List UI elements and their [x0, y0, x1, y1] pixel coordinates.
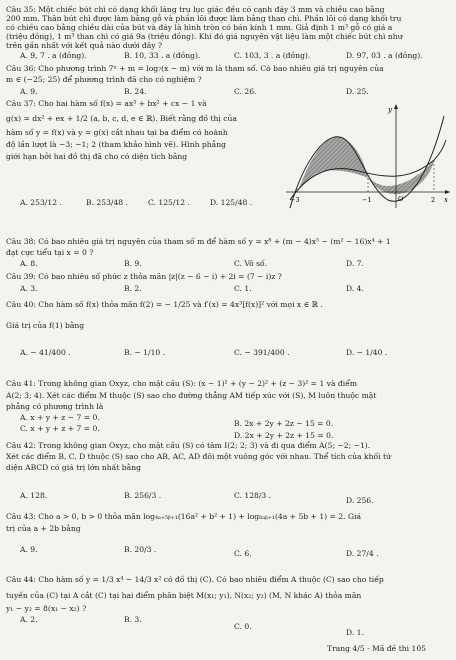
q38-option-c: C. Vô số. — [234, 259, 268, 268]
q42-option-a: A. 128. — [20, 491, 48, 500]
q35-line-3: có chiều cao bằng chiều dài của bút và đáy là hình tròn có bán kính 1 mm. Giả định 1 m³ gỗ có giá a — [6, 23, 393, 32]
q37-option-a: A. 253/12 . — [20, 198, 62, 207]
q36-line-2: m ∈ (−25; 25) để phương trình đã cho có nghiệm ? — [6, 75, 202, 84]
q44-line-1: Câu 44: Cho hàm số y = 1/3 x⁴ − 14/3 x² có đồ thị (C). Có bao nhiêu điểm A thuộc (C) sao cho tiếp — [6, 575, 384, 584]
shaded-region-right — [368, 160, 434, 194]
q37-option-d: D. 125/48 . — [210, 198, 253, 207]
shaded-region-left — [298, 137, 368, 192]
q39-option-a: A. 3. — [20, 284, 38, 293]
q41-line-3: phẳng có phương trình là — [6, 402, 104, 411]
q41-line-1: Câu 41: Trong không gian Oxyz, cho mặt cầu (S): (x − 1)² + (y − 2)² + (z − 3)² = 1 và điểm — [6, 379, 358, 388]
q40-option-a: A. − 41/400 . — [20, 348, 71, 357]
q42-line-2: Xét các điểm B, C, D thuộc (S) sao cho AB, AC, AD đôi một vuông góc với nhau. Thể tích của khối tứ — [6, 452, 391, 461]
q37-graph — [284, 100, 452, 212]
q43-option-a: A. 9. — [20, 545, 38, 554]
q38-option-d: D. 7. — [346, 259, 364, 268]
q42-line-1: Câu 42: Trong không gian Oxyz, cho mặt cầu (S) có tâm I(2; 2; 3) và đi qua điểm A(5; −2; −1). — [6, 441, 371, 450]
q44-option-b: B. 3. — [124, 615, 142, 624]
q41-line-2: A(2; 3; 4). Xét các điểm M thuộc (S) sao cho đường thẳng AM tiếp xúc với (S), M luôn thuộc mặt — [6, 391, 377, 400]
q38-line-1: Câu 38: Có bao nhiêu giá trị nguyên của tham số m để hàm số y = x⁸ + (m − 4)x⁵ − (m² − 16)x⁴ + 1 — [6, 237, 391, 246]
q43-line-1: Câu 43: Cho a > 0, b > 0 thỏa mãn log₄ₐ₊₅ᵦ₊₁(16a² + b² + 1) + log₈ₐᵦ₊₁(4a + 5b + 1) = 2. Giá — [6, 512, 362, 521]
q36-option-d: D. 25. — [346, 87, 369, 96]
q35-option-b: B. 10, 33 . a (đồng). — [124, 51, 201, 60]
q37-option-b: B. 253/48 . — [86, 198, 128, 207]
q44-option-c: C. 0. — [234, 622, 252, 631]
q37-line-1: Câu 37: Cho hai hàm số f(x) = ax³ + bx² + cx − 1 và — [6, 99, 207, 108]
q40-option-d: D. − 1/40 . — [346, 348, 388, 357]
graph-tick-minus-1: −1 — [362, 196, 372, 204]
q38-line-2: đạt cực tiểu tại x = 0 ? — [6, 248, 94, 257]
q35-option-d: D. 97, 03 . a (đồng). — [346, 51, 423, 60]
page-footer: Trang 4/5 - Mã đề thi 105 — [327, 644, 426, 653]
q36-option-a: A. 9. — [20, 87, 38, 96]
q43-option-b: B. 20/3 . — [124, 545, 157, 554]
q35-line-4: (triệu đồng), 1 m³ than chì có giá 9a (triệu đồng). Khi đó giá nguyên vật liệu làm một chiếc bút chì như — [6, 32, 403, 41]
q42-option-c: C. 128/3 . — [234, 491, 272, 500]
q44-line-2: tuyến của (C) tại A cắt (C) tại hai điểm phân biệt M(x₁; y₁), N(x₂; y₂) (M, N khác A) thỏa mãn — [6, 591, 362, 600]
graph-origin-label: O — [398, 195, 404, 203]
q37-option-c: C. 125/12 . — [148, 198, 190, 207]
q39-line-1: Câu 39: Có bao nhiêu số phức z thỏa mãn |z|(z − 6 − i) + 2i = (7 − i)z ? — [6, 272, 282, 281]
q40-option-c: C. − 391/400 . — [234, 348, 290, 357]
q42-option-d: D. 256. — [346, 496, 374, 505]
q39-option-c: C. 1. — [234, 284, 252, 293]
q41-option-d: D. 2x + 2y + 2z + 15 = 0. — [234, 431, 334, 440]
q35-line-5: trên gần nhất với kết quả nào dưới đây ? — [6, 41, 163, 50]
q43-option-d: D. 27/4 . — [346, 549, 379, 558]
q38-option-a: A. 8. — [20, 259, 38, 268]
q35-option-a: A. 9, 7 . a (đồng). — [20, 51, 87, 60]
q41-option-b: B. 2x + 2y + 2z − 15 = 0. — [234, 419, 334, 428]
q37-line-3: hàm số y = f(x) và y = g(x) cắt nhau tại ba điểm có hoành — [6, 128, 228, 137]
q40-option-b: B. − 1/10 . — [124, 348, 166, 357]
q37-line-5: giới hạn bởi hai đồ thị đã cho có diện tích bằng — [6, 152, 188, 161]
q38-option-b: B. 9. — [124, 259, 142, 268]
q37-line-4: độ lần lượt là −3; −1; 2 (tham khảo hình vẽ). Hình phẳng — [6, 140, 226, 149]
q41-option-c: C. x + y + z + 7 = 0. — [20, 424, 100, 433]
q40-line-2: Giá trị của f(1) bằng — [6, 321, 85, 330]
y-axis-arrow — [394, 104, 398, 109]
q44-option-d: D. 1. — [346, 628, 364, 637]
q37-line-2: g(x) = dx² + ex + 1/2 (a, b, c, d, e ∈ ℝ). Biết rằng đồ thị của — [6, 114, 237, 123]
q40-line-1: Câu 40: Cho hàm số f(x) thỏa mãn f(2) = − 1/25 và f′(x) = 4x³[f(x)]² với mọi x ∈ ℝ . — [6, 300, 323, 309]
q44-line-3: y₁ − y₂ = 8(x₁ − x₂) ? — [6, 604, 87, 613]
q42-line-3: diện ABCD có giá trị lớn nhất bằng — [6, 463, 141, 472]
q41-option-a: A. x + y + z − 7 = 0. — [20, 413, 100, 422]
q36-line-1: Câu 36: Cho phương trình 7ˣ + m = log₇(x − m) với m là tham số. Có bao nhiêu giá trị nguyên của — [6, 64, 384, 73]
q39-option-d: D. 4. — [346, 284, 364, 293]
q35-line-2: 200 mm. Thân bút chì được làm bằng gỗ và phần lõi được làm bằng than chì. Phần lõi có dạng khối trụ — [6, 14, 402, 23]
q43-line-2: trị của a + 2b bằng — [6, 524, 81, 533]
graph-tick-minus-3: −3 — [290, 196, 300, 204]
q36-option-b: B. 24. — [124, 87, 147, 96]
graph-tick-2: 2 — [431, 196, 436, 204]
q35-option-c: C. 103, 3 . a (đồng). — [234, 51, 311, 60]
q39-option-b: B. 2. — [124, 284, 142, 293]
q36-option-c: C. 26. — [234, 87, 257, 96]
q44-option-a: A. 2. — [20, 615, 38, 624]
graph-y-label: y — [388, 106, 392, 114]
q43-option-c: C. 6. — [234, 549, 252, 558]
x-axis-arrow — [445, 190, 450, 194]
graph-x-label: x — [444, 196, 448, 204]
q42-option-b: B. 256/3 . — [124, 491, 162, 500]
q35-line-1: Câu 35: Một chiếc bút chì có dạng khối lăng trụ lục giác đều có cạnh đáy 3 mm và chiều cao bằng — [6, 5, 385, 14]
